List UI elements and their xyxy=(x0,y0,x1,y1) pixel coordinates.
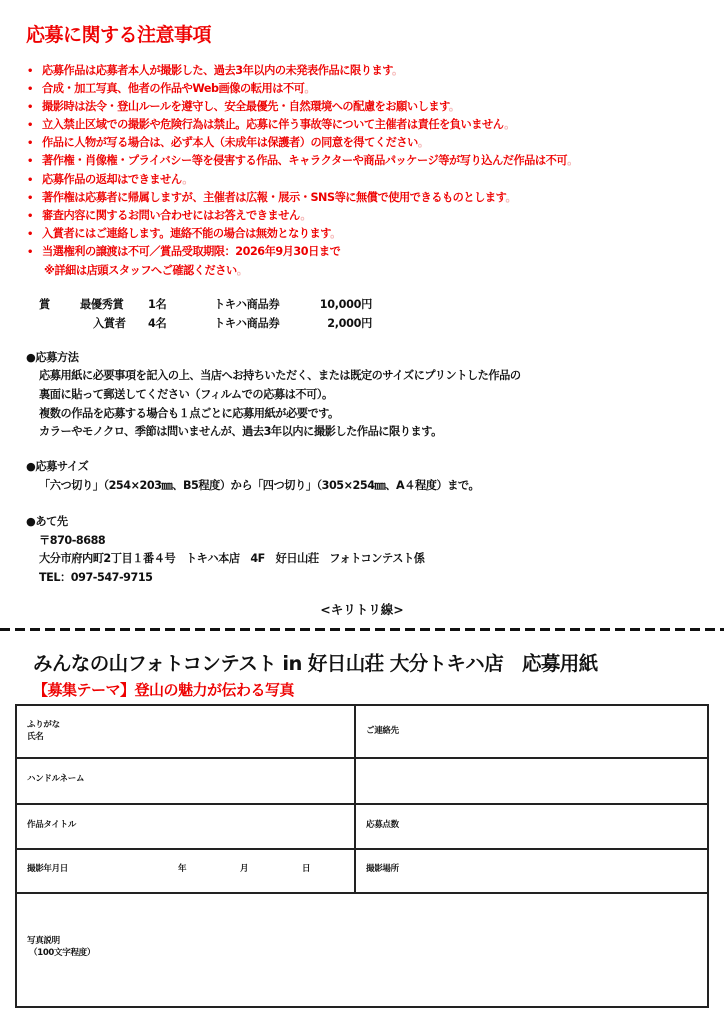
notice-note-end: 。 xyxy=(236,264,248,277)
notice-item-text: 著作権は応募者に帰属しますが、主催者は広報・展示・SNS等に無償で使用できるものとします xyxy=(42,190,506,204)
bullet-icon: • xyxy=(27,84,33,96)
bullet-icon: • xyxy=(27,174,33,186)
description-note: （100文字程度） xyxy=(29,948,96,958)
prize-count: 4名 xyxy=(148,317,167,330)
notice-item-text: 応募作品は応募者本人が撮影した、過去3年以内の未発表作品に限ります xyxy=(42,64,393,77)
notice-item-end: 。 xyxy=(505,190,517,204)
name-label: 氏名 xyxy=(27,732,44,742)
month-label: 月 xyxy=(240,864,249,874)
address-postal: 〒870-8688 xyxy=(39,534,106,547)
method-line: カラーやモノクロ、季節は問いませんが、過去3年以内に撮影した作品に限ります。 xyxy=(39,425,442,438)
notice-item-end: 。 xyxy=(448,100,460,114)
notice-item-text: 作品に人物が写る場合は、必ず本人（未成年は保護者）の同意を得てください xyxy=(42,136,418,150)
description-field[interactable] xyxy=(117,894,707,1006)
notice-item xyxy=(27,207,578,225)
notice-item xyxy=(27,171,578,189)
location-label: 撮影場所 xyxy=(366,864,399,874)
notice-item-text: 応募作品の返却はできません xyxy=(42,172,183,186)
address-street: 大分市府内町2丁目１番４号 トキハ本店 4F 好日山荘 フォトコンテスト係 xyxy=(39,552,425,565)
year-label: 年 xyxy=(178,864,187,874)
notice-item xyxy=(27,80,578,98)
bullet-icon: • xyxy=(27,210,33,222)
form-theme: 【募集テーマ】登山の魅力が伝わる写真 xyxy=(33,681,295,699)
contact-field[interactable] xyxy=(356,706,707,757)
notice-item-end: 。 xyxy=(567,154,578,168)
furigana-label: ふりがな xyxy=(27,720,60,730)
bullet-icon: • xyxy=(27,156,33,168)
notice-item-text: 合成・加工写真、他者の作品やWeb画像の転用は不可 xyxy=(42,82,305,96)
shoot-date-label: 撮影年月日 xyxy=(27,864,69,874)
contact-field-extra[interactable] xyxy=(356,759,707,803)
entry-count-label: 応募点数 xyxy=(366,820,399,830)
method-title: ●応募方法 xyxy=(26,351,79,364)
entry-count-field[interactable] xyxy=(356,805,707,848)
description-label: 写真説明 xyxy=(27,936,60,946)
work-title-field[interactable] xyxy=(17,805,354,848)
notice-item xyxy=(27,134,578,152)
prize-rank: 最優秀賞 xyxy=(80,298,124,311)
bullet-icon: • xyxy=(27,228,33,240)
prize-amount: 10,000円 xyxy=(319,298,372,311)
handle-label: ハンドルネーム xyxy=(27,774,85,784)
method-line: 裏面に貼って郵送してください（フィルムでの応募は不可）。 xyxy=(39,388,333,401)
notice-title: 応募に関する注意事項 xyxy=(26,24,212,46)
bullet-icon: • xyxy=(27,192,33,204)
contact-label: ご連絡先 xyxy=(366,726,399,736)
notice-item-end: 。 xyxy=(300,208,312,222)
size-title: ●応募サイズ xyxy=(26,460,89,473)
notice-item xyxy=(27,189,578,207)
notice-item-text: 著作権・肖像権・プライバシー等を侵害する作品、キャラクターや商品パッケージ等が写り込んだ作品は不可 xyxy=(42,154,568,168)
notice-item-text: 入賞者にはご連絡します。連絡不能の場合は無効となります xyxy=(42,226,331,240)
notice-item-end: 。 xyxy=(392,64,403,77)
prize-label: 賞 xyxy=(39,298,50,311)
prize-item: トキハ商品券 xyxy=(214,317,280,330)
notice-item-text: 当選権利の譲渡は不可／賞品受取期限：2026年9月30日まで xyxy=(42,244,341,258)
notice-item-text: 立入禁止区域での撮影や危険行為は禁止。応募に伴う事故等について主催者は責任を負いません xyxy=(42,118,505,132)
notice-note-text: ※詳細は店頭スタッフへご確認ください xyxy=(44,264,237,277)
bullet-icon: • xyxy=(27,120,33,132)
cut-line-label: <キリトリ線> xyxy=(320,602,404,617)
notice-note xyxy=(44,262,248,278)
notice-item xyxy=(27,243,578,261)
notice-item-end: 。 xyxy=(417,136,429,150)
address-title: ●あて先 xyxy=(26,515,68,528)
notice-item-text: 審査内容に関するお問い合わせにはお答えできません xyxy=(42,208,301,222)
day-label: 日 xyxy=(302,864,311,874)
location-field[interactable] xyxy=(356,850,707,892)
handle-field[interactable] xyxy=(17,759,354,803)
cut-line-divider xyxy=(0,628,724,631)
notice-item-end: 。 xyxy=(504,118,515,132)
notice-item xyxy=(27,116,578,134)
bullet-icon: • xyxy=(27,138,33,150)
prize-rank: 入賞者 xyxy=(93,317,126,330)
shoot-date-field[interactable] xyxy=(107,850,354,892)
notice-list xyxy=(27,62,578,261)
prize-item: トキハ商品券 xyxy=(214,298,280,311)
name-field[interactable] xyxy=(17,706,354,757)
notice-item xyxy=(27,225,578,243)
bullet-icon: • xyxy=(27,66,33,77)
prize-count: 1名 xyxy=(148,298,167,311)
size-line: 「六つ切り」（254×203㎜、B5程度）から「四つ切り」（305×254㎜、A４程度）まで。 xyxy=(39,479,480,492)
method-line: 複数の作品を応募する場合も１点ごとに応募用紙が必要です。 xyxy=(39,407,339,420)
bullet-icon: • xyxy=(27,246,33,258)
notice-item-end: 。 xyxy=(182,172,194,186)
notice-item xyxy=(27,98,578,116)
work-title-label: 作品タイトル xyxy=(27,820,77,830)
form-title: みんなの山フォトコンテスト in 好日山荘 大分トキハ店 応募用紙 xyxy=(33,652,598,675)
entry-form-table xyxy=(15,704,709,1008)
prize-amount: 2,000円 xyxy=(327,317,372,330)
notice-item-end: 。 xyxy=(304,82,316,96)
notice-item xyxy=(27,152,578,170)
notice-item-end: 。 xyxy=(330,226,341,240)
notice-item-text: 撮影時は法令・登山ルールを遵守し、安全最優先・自然環境への配慮をお願いします xyxy=(42,100,449,114)
bullet-icon: • xyxy=(27,102,33,114)
method-line: 応募用紙に必要事項を記入の上、当店へお持ちいただく、または既定のサイズにプリントした作品の xyxy=(39,369,521,382)
notice-item xyxy=(27,62,578,80)
address-tel: TEL：097-547-9715 xyxy=(39,571,153,584)
